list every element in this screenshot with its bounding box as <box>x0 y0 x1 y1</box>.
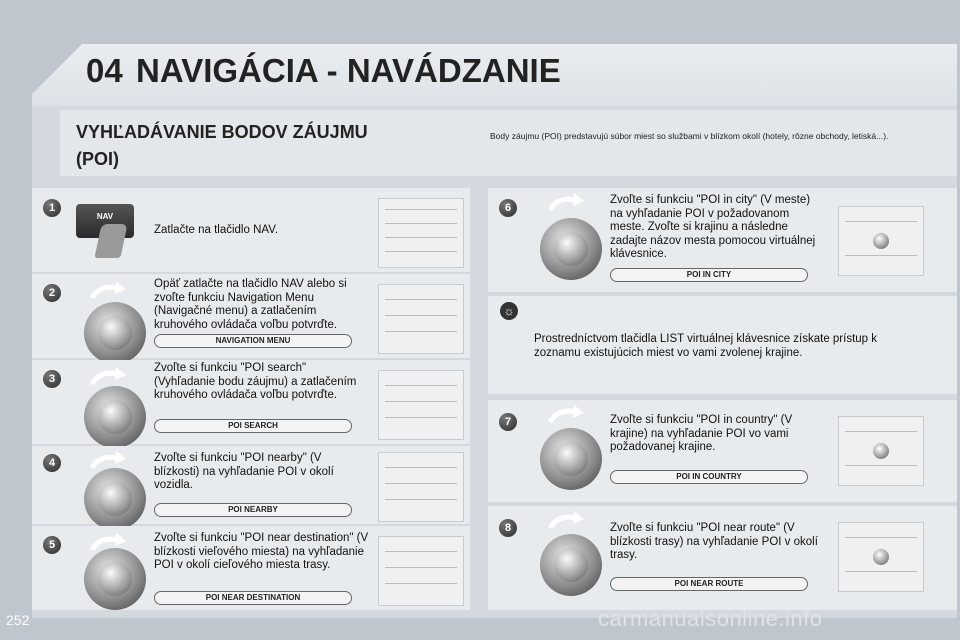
radio-panel-2 <box>378 284 464 354</box>
step-number-1: 1 <box>43 199 61 217</box>
step-number-8: 8 <box>499 519 517 537</box>
radio-panel-7 <box>838 416 924 486</box>
section-subtitle: VYHĽADÁVANIE BODOV ZÁUJMU (POI) <box>76 122 368 169</box>
page-title: NAVIGÁCIA - NAVÁDZANIE <box>136 52 561 89</box>
step-text-7: Zvoľte si funkciu "POI in country" (V krajine) na vyhľadanie POI vo vami požadovanej krajine. <box>610 414 793 454</box>
nav-button-icon: NAV <box>76 204 134 238</box>
watermark: carmanualsonline.info <box>598 606 823 631</box>
radio-panel-3 <box>378 370 464 440</box>
rotate-arrow-icon <box>88 366 128 386</box>
step-tag-3: POI SEARCH <box>154 419 352 433</box>
rotary-knob-icon <box>84 386 146 448</box>
step-number-5: 5 <box>43 536 61 554</box>
step-text-2: Opäť zatlačte na tlačidlo NAV alebo si zvoľte funkciu Navigation Menu (Navigačné menu) a zatlačením kruhového ovládača voľbu potvrďte. <box>154 278 347 331</box>
step-number-3: 3 <box>43 370 61 388</box>
step-text-5: Zvoľte si funkciu "POI near destination" (V blízkosti vieľového miesta) na vyhľadanie POI v okolí cieľového miesta trasy. <box>154 532 369 572</box>
rotate-arrow-icon <box>546 404 586 424</box>
radio-panel-4 <box>378 452 464 522</box>
radio-panel-1 <box>378 198 464 268</box>
page-number: 252 <box>6 612 30 628</box>
step-number-2: 2 <box>43 284 61 302</box>
step-tag-5: POI NEAR DESTINATION <box>154 591 352 605</box>
radio-panel-6 <box>838 206 924 276</box>
rotary-knob-icon <box>540 534 602 596</box>
tip-text: Prostredníctvom tlačidla LIST virtuálnej klávesnice získate prístup k zoznamu existujúcich miest vo vami zvolenej krajine. <box>534 333 878 359</box>
rotate-arrow-icon <box>546 192 586 212</box>
rotary-knob-icon <box>540 218 602 280</box>
step-tag-7: POI IN COUNTRY <box>610 470 808 484</box>
step-tag-2: NAVIGATION MENU <box>154 334 352 348</box>
step-tag-8: POI NEAR ROUTE <box>610 577 808 591</box>
radio-panel-8 <box>838 522 924 592</box>
rotary-knob-icon <box>84 302 146 364</box>
step-number-4: 4 <box>43 454 61 472</box>
step-text-4: Zvoľte si funkciu "POI nearby" (V blízkosti) na vyhľadanie POI v okolí vozidla. <box>154 452 334 492</box>
step-number-7: 7 <box>499 413 517 431</box>
rotate-arrow-icon <box>88 280 128 300</box>
intro-text: Body záujmu (POI) predstavujú súbor miest so službami v blízkom okolí (hotely, rôzne obchody, letiská...). <box>490 131 889 141</box>
rotary-knob-icon <box>84 468 146 530</box>
chapter-number: 04 <box>86 52 123 89</box>
rotary-knob-icon <box>540 428 602 490</box>
step-tag-4: POI NEARBY <box>154 503 352 517</box>
step-tag-6: POI IN CITY <box>610 268 808 282</box>
radio-panel-5 <box>378 536 464 606</box>
step-number-6: 6 <box>499 199 517 217</box>
rotate-arrow-icon <box>88 450 128 470</box>
corner-fold <box>32 44 82 94</box>
step-text-8: Zvoľte si funkciu "POI near route" (V blízkosti trasy) na vyhľadanie POI v okolí trasy. <box>610 522 818 562</box>
tip-icon: ☼ <box>500 302 518 320</box>
step-text-3: Zvoľte si funkciu "POI search" (Vyhľadanie bodu záujmu) a zatlačením kruhového ovládača voľbu potvrďte. <box>154 362 357 402</box>
step-text-6: Zvoľte si funkciu "POI in city" (V meste) na vyhľadanie POI v požadovanom meste. Zvoľte si krajinu a následne zadajte názov mesta pomocou virtuálnej klávesnice. <box>610 194 816 261</box>
step-text-1: Zatlačte na tlačidlo NAV. <box>154 224 279 236</box>
rotate-arrow-icon <box>546 510 586 530</box>
rotary-knob-icon <box>84 548 146 610</box>
